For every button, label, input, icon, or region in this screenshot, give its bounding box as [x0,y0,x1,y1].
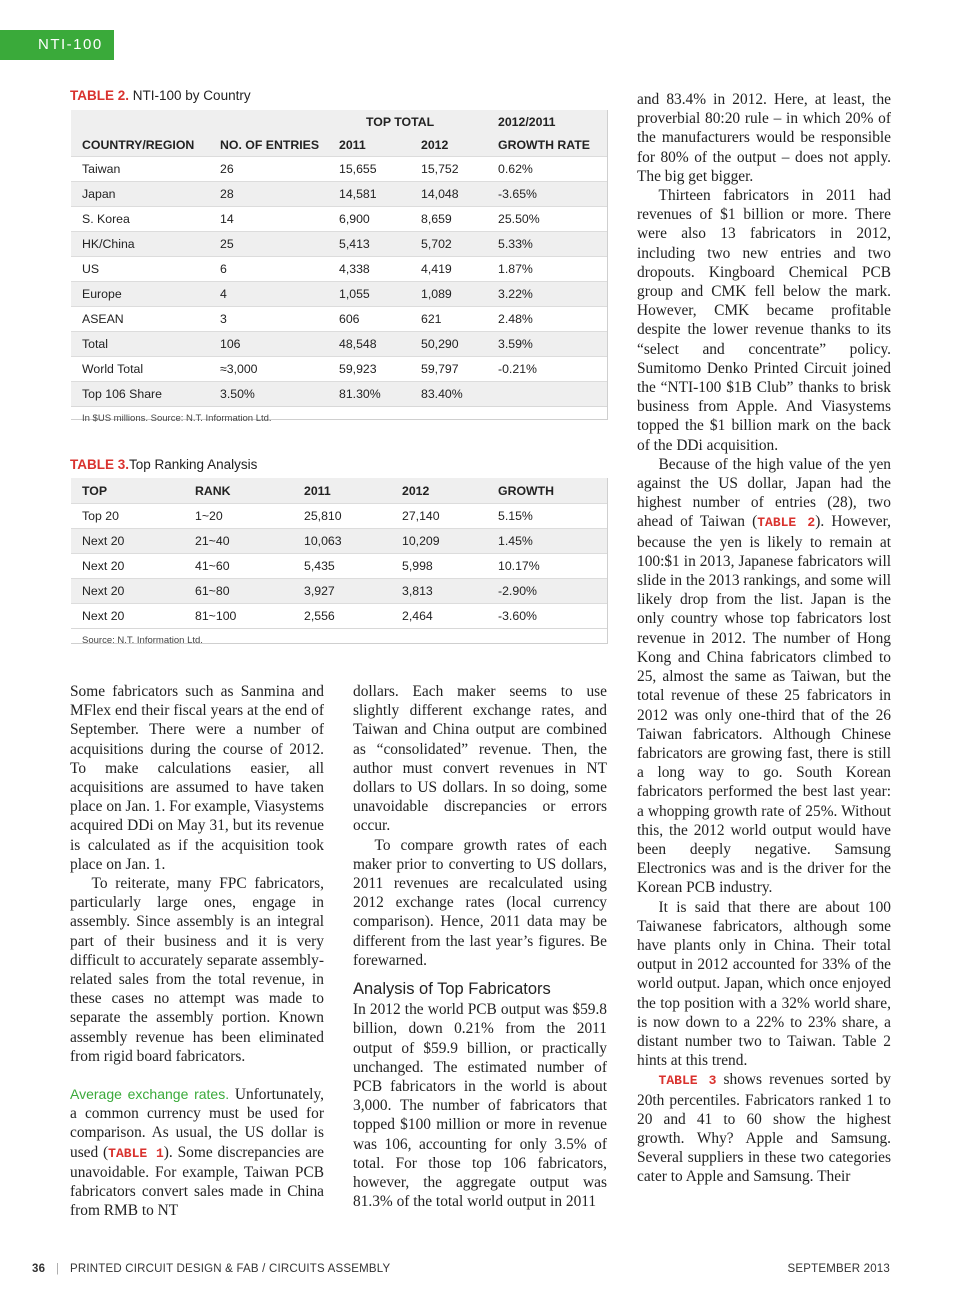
table2-header: GROWTH RATE [487,133,607,157]
paragraph [637,455,891,898]
body-column-3 [637,90,891,1187]
table-cell: -3.65% [487,182,607,207]
table-row [71,332,607,357]
table-cell: 81~100 [184,604,293,629]
table-cell: 1,055 [328,282,410,307]
table3 [71,478,607,652]
table-cell: 1.45% [487,529,607,554]
table-cell: Top 20 [71,504,184,529]
table-cell: 27,140 [391,504,487,529]
table-cell: 14 [209,207,328,232]
table2-reference: TABLE 2 [757,515,816,531]
table-cell: 61~80 [184,579,293,604]
table3-header: 2011 [293,478,391,504]
table-cell: 48,548 [328,332,410,357]
table-row [71,554,607,579]
table-cell: 21~40 [184,529,293,554]
table-cell: 6,900 [328,207,410,232]
table-cell: 5,435 [293,554,391,579]
paragraph-text: shows revenues sorted by 20th percentiles. Fabricators ranked 1 to 20 and 41 to 60 show the highest growth. Why? Apple and Samsung. Several suppliers in these two categories cater to Apple and Samsung. Their [637,1071,892,1186]
table-cell: 10,063 [293,529,391,554]
table-cell: Japan [71,182,209,207]
paragraph: In 2012 the world PCB output was $59.8 billion, down 0.21% from the 2011 output of $59.9 billion, or practically unchanged. The estimated number of PCB fabricators in the world is about 3,000. The number of fabricators that topped $100 million or more in revenue was 106, accounting for only 3.5% of total. For those top 106 fabricators, however, the aggregate output was 81.3% of the total world output in 2011 [353,1001,607,1211]
table-cell: 50,290 [410,332,487,357]
paragraph: To reiterate, many FPC fabricators, particularly large ones, engage in assembly. Since assembly is an integral part of their business and it is very difficult to accurately separate assembly-related sales from the total revenue, in these cases no attempt was made to separate the assembly portion. Known assembly revenue has been eliminated from rigid board fabricators. [70,875,324,1065]
table-cell: 0.62% [487,157,607,182]
table-cell: Next 20 [71,529,184,554]
table-cell: 26 [209,157,328,182]
table-row [71,207,607,232]
table1-reference: TABLE 1 [108,1145,164,1161]
table3-caption [70,457,257,472]
table-cell: 5,413 [328,232,410,257]
paragraph: To compare growth rates of each maker prior to converting to US dollars, 2011 revenues are recalculated using 2012 exchange rates (local currency comparison). Hence, 2011 data may be different from the last year’s figures. Be forewarned. [353,836,607,969]
table-row [71,232,607,257]
table-cell: 6 [209,257,328,282]
table-row [71,579,607,604]
paragraph-text: Because of the high value of the yen against the US dollar, Japan had the highest number of entries (28), two ahead of Taiwan ( [637,455,891,531]
table-cell: 2,556 [293,604,391,629]
table-cell: 14,581 [328,182,410,207]
table2-header: 2011 [328,133,410,157]
table-cell: Top 106 Share [71,382,209,407]
paragraph: Some fabricators such as Sanmina and MFlex end their fiscal years at the end of September. There were a number of acquisitions during the course of 2012. To make calculations easier, all acquisitions are assumed to have taken place on Jan. 1. For example, Viasystems acquired DDi on May 31, but its revenue is calculated as if the acquisition took place on Jan. 1. [70,683,324,873]
table-cell: 59,923 [328,357,410,382]
table3-title: Top Ranking Analysis [129,457,258,472]
table-cell: 4,338 [328,257,410,282]
table-cell: Next 20 [71,579,184,604]
table-cell: Taiwan [71,157,209,182]
section-heading: Analysis of Top Fabricators [353,980,551,999]
table-cell: 25.50% [487,207,607,232]
table-cell: 81.30% [328,382,410,407]
table-row [71,157,607,182]
table-cell: 106 [209,332,328,357]
table-cell: 1,089 [410,282,487,307]
table2-group-growth: 2012/2011 [487,110,607,133]
table2-title: NTI-100 by Country [132,88,251,103]
table-cell: World Total [71,357,209,382]
table-cell: 5,998 [391,554,487,579]
table-row [71,182,607,207]
paragraph: It is said that there are about 100 Taiwanese fabricators, although some have plants only in China. Their total output in 2012 accounted for 33% of the world output. Japan, which once enjoyed the top position with a 32% world share, is now down to a 22% to 23% share, a distant number two to Taiwan. Table 2 hints at this trend. [637,898,891,1070]
table-cell: 10,209 [391,529,487,554]
table-cell: US [71,257,209,282]
table-cell: 4 [209,282,328,307]
table-cell: 2.48% [487,307,607,332]
table-row [71,382,607,407]
subhead-average-exchange-rates: Average exchange rates. [70,1086,230,1103]
table-cell: -0.21% [487,357,607,382]
table-cell: 15,655 [328,157,410,182]
paragraph-text: ). However, because the yen is likely to remain at 100:$1 in 2013, Japanese fabricators will slide in the 2013 rankings, and some will likely drop from the list. Japan is the only country whose top fabricators lost revenue in 2012. The number of Hong Kong and China fabricators climbed to 25, almost the same as Taiwan, but the total revenue of these 25 fabricators in 2012 was only one-third that of the 26 Taiwan fabricators. Although Chinese fabricators are growing fast, there is still a long way to go. South Korean fabricators performed the best last year: a whopping growth rate of 25%. Without this, the 2012 world output would have been deeply negative. Samsung Electronics was and is the driver for the Korean PCB industry. [637,513,891,897]
table3-header: 2012 [391,478,487,504]
table3-reference: TABLE 3 [658,1073,717,1089]
table-cell: 3,927 [293,579,391,604]
table-cell: 3,813 [391,579,487,604]
table2-label: TABLE 2. [70,88,130,103]
paragraph-text: Unfortunately, a common currency must be used for comparison. As usual, the US dollar is used ( [70,1086,325,1161]
table2-source-note: In $US millions. Source: N.T. Information Ltd. [71,407,607,431]
table-row [71,504,607,529]
table3-label: TABLE 3. [70,457,130,472]
paragraph [637,1070,891,1186]
table-cell: 3.22% [487,282,607,307]
table-cell: 3.50% [209,382,328,407]
table3-source-note: Source: N.T. Information Ltd. [71,629,607,653]
table-cell: 83.40% [410,382,487,407]
body-column-2 [353,682,607,1211]
table-cell: 59,797 [410,357,487,382]
table-cell: Next 20 [71,554,184,579]
table-cell: Next 20 [71,604,184,629]
paragraph: Thirteen fabricators in 2011 had revenues of $1 billion or more. There were also 13 fabricators in 2012, including two new entries and two dropouts. Kingboard Chemical PCB group and CMK fell below the mark. However, CMK became profitable despite the lower revenue thanks to its “select and concentrate” policy. Sumitomo Denko Printed Circuit joined the “NTI-100 $1B Club” thanks to brisk business from Apple. And Viasystems topped the $1 billion mark on the back of the DDi acquisition. [637,187,891,454]
table-cell: Total [71,332,209,357]
table3-header: TOP [71,478,184,504]
table2-header: 2012 [410,133,487,157]
table-cell: 14,048 [410,182,487,207]
table2-header: COUNTRY/REGION [71,133,209,157]
table-cell: 25,810 [293,504,391,529]
table-cell: S. Korea [71,207,209,232]
table-cell: 3.59% [487,332,607,357]
table-cell: ≈3,000 [209,357,328,382]
table-cell: 1.87% [487,257,607,282]
table-row [71,307,607,332]
table-cell: -3.60% [487,604,607,629]
table-cell: 5.15% [487,504,607,529]
table3-header: GROWTH [487,478,607,504]
table3-header: RANK [184,478,293,504]
paragraph: dollars. Each maker seems to use slightly different exchange rates, and Taiwan and China output are combined as “consolidated” revenue. Then, the author must convert revenues in NT dollars to US dollars. In so doing, some unavoidable discrepancies or errors occur. [353,683,607,835]
page-number: 36 [32,1263,46,1275]
table-cell: 606 [328,307,410,332]
table-cell: -2.90% [487,579,607,604]
table-cell: HK/China [71,232,209,257]
table-row [71,529,607,554]
table-row [71,257,607,282]
table-cell: Europe [71,282,209,307]
table-cell: 10.17% [487,554,607,579]
table-cell: 15,752 [410,157,487,182]
table-cell: 28 [209,182,328,207]
table-cell: 5.33% [487,232,607,257]
table-cell: 5,702 [410,232,487,257]
body-column-1 [70,682,324,1220]
table-cell: 3 [209,307,328,332]
table-cell: 621 [410,307,487,332]
section-tag: NTI-100 [0,30,114,60]
table-cell: 25 [209,232,328,257]
footer-date: SEPTEMBER 2013 [787,1263,890,1275]
table-row [71,282,607,307]
table-row [71,604,607,629]
table-row [71,357,607,382]
table-cell: 2,464 [391,604,487,629]
table2 [71,110,607,430]
table-cell: 41~60 [184,554,293,579]
table2-header: NO. OF ENTRIES [209,133,328,157]
table-cell: 1~20 [184,504,293,529]
table2-group-top-total: TOP TOTAL [328,110,487,133]
table-cell: ASEAN [71,307,209,332]
table-cell [487,382,607,407]
paragraph [70,1085,324,1220]
paragraph: and 83.4% in 2012. Here, at least, the proverbial 80:20 rule – in which 20% of the manufacturers would be responsible for 80% of the output – does not apply. The big get bigger. [637,91,891,185]
table-cell: 4,419 [410,257,487,282]
paragraph-text: ). Some discrepancies are unavoidable. For example, Taiwan PCB fabricators convert sales made in China from RMB to NT [70,1143,325,1220]
table2-caption [70,88,251,103]
footer-divider: | [56,1263,60,1275]
footer-publication: PRINTED CIRCUIT DESIGN & FAB / CIRCUITS ASSEMBLY [70,1263,391,1275]
table-cell: 8,659 [410,207,487,232]
